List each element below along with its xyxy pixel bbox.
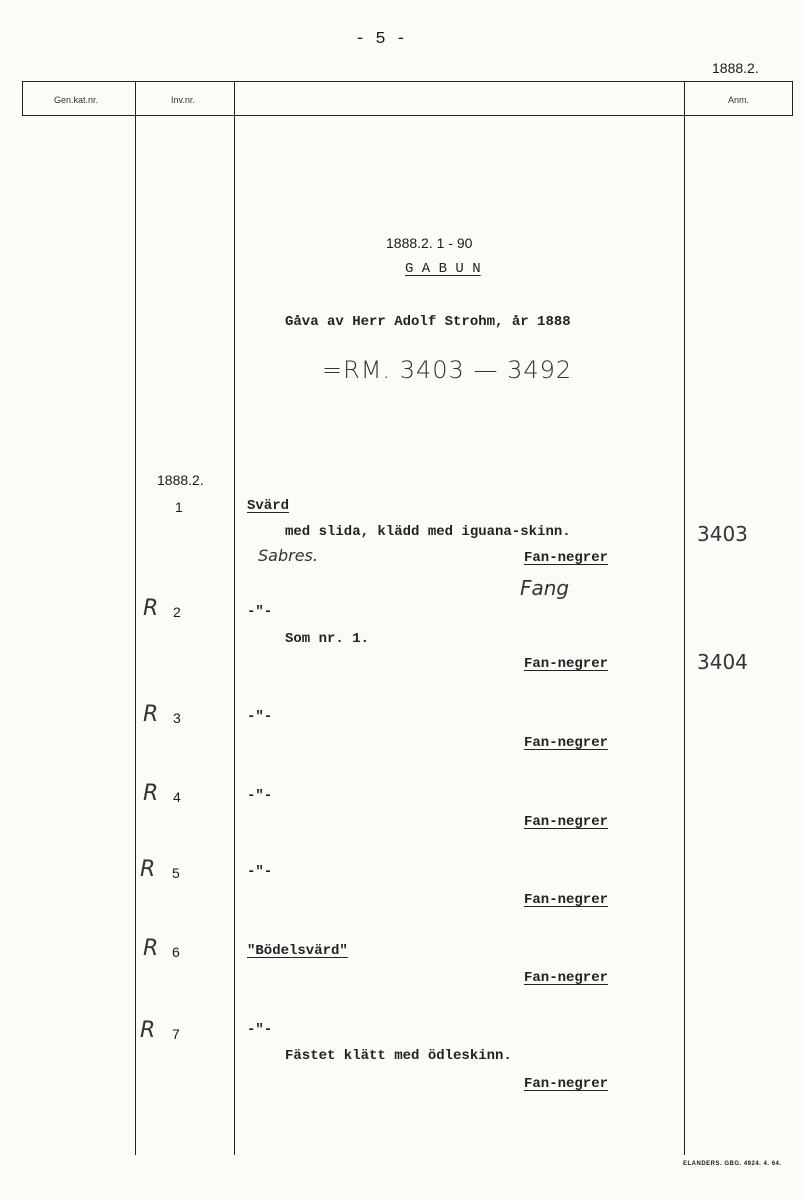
col-divider-3 [684, 82, 685, 1155]
collection-donor: Gåva av Herr Adolf Strohm, år 1888 [285, 314, 571, 330]
entry-3-title: -"- [247, 709, 273, 725]
entry-1-nr: 1 [175, 499, 183, 515]
entry-1-origin: Fan-negrer [524, 550, 609, 566]
entry-7-nr: 7 [172, 1026, 180, 1042]
entry-6-origin: Fan-negrer [524, 970, 609, 986]
entry-7-desc: Fästet klätt med ödleskinn. [285, 1048, 512, 1064]
entry-5-mark: R [140, 857, 156, 882]
entry-1-desc: med slida, klädd med iguana-skinn. [285, 524, 571, 540]
entry-7-mark: R [140, 1018, 156, 1043]
entry-2-anm: 3404 [697, 650, 748, 674]
left-border [22, 82, 23, 116]
header-anm: Anm. [728, 95, 750, 105]
catalog-ref: 1888.2. [712, 60, 759, 76]
entry-2-title: -"- [247, 604, 273, 620]
entry-4-nr: 4 [173, 789, 181, 805]
col-divider-1 [135, 82, 136, 1155]
entry-1-origin-hand: Fang [520, 576, 570, 600]
entry-6-title: "Bödelsvärd" [247, 943, 348, 959]
entry-2-nr: 2 [173, 604, 181, 620]
entry-3-nr: 3 [173, 710, 181, 726]
entry-1-hand-note: Sabres. [258, 546, 318, 565]
rm-number-note: =RM. 3403 — 3492 [322, 356, 573, 384]
entry-7-title: -"- [247, 1022, 273, 1038]
top-rule [22, 81, 793, 82]
entry-5-nr: 5 [172, 865, 180, 881]
entry-2-mark: R [143, 596, 159, 621]
header-rule [22, 115, 793, 116]
entry-7-origin: Fan-negrer [524, 1076, 609, 1092]
entry-4-mark: R [143, 781, 159, 806]
entry-6-mark: R [143, 936, 159, 961]
header-inv-nr: Inv.nr. [171, 95, 195, 105]
inv-group-label: 1888.2. [157, 472, 204, 488]
entry-5-origin: Fan-negrer [524, 892, 609, 908]
entry-1-title: Svärd [247, 498, 290, 514]
entry-3-origin: Fan-negrer [524, 735, 609, 751]
entry-4-origin: Fan-negrer [524, 814, 609, 830]
page-number: - 5 - [355, 30, 407, 49]
header-gen-kat-nr: Gen.kat.nr. [54, 95, 99, 105]
col-divider-2 [234, 82, 235, 1155]
entry-2-origin: Fan-negrer [524, 656, 609, 672]
entry-6-nr: 6 [172, 944, 180, 960]
entry-4-title: -"- [247, 788, 273, 804]
right-border [792, 82, 793, 116]
footer-print-mark: ELANDERS. GBG. 4924. 4. 64. [683, 1161, 782, 1167]
entry-5-title: -"- [247, 864, 273, 880]
collection-region: G A B U N [405, 261, 481, 277]
collection-range: 1888.2. 1 - 90 [386, 235, 473, 251]
entry-2-desc: Som nr. 1. [285, 631, 370, 647]
entry-1-anm: 3403 [697, 522, 748, 546]
entry-3-mark: R [143, 702, 159, 727]
